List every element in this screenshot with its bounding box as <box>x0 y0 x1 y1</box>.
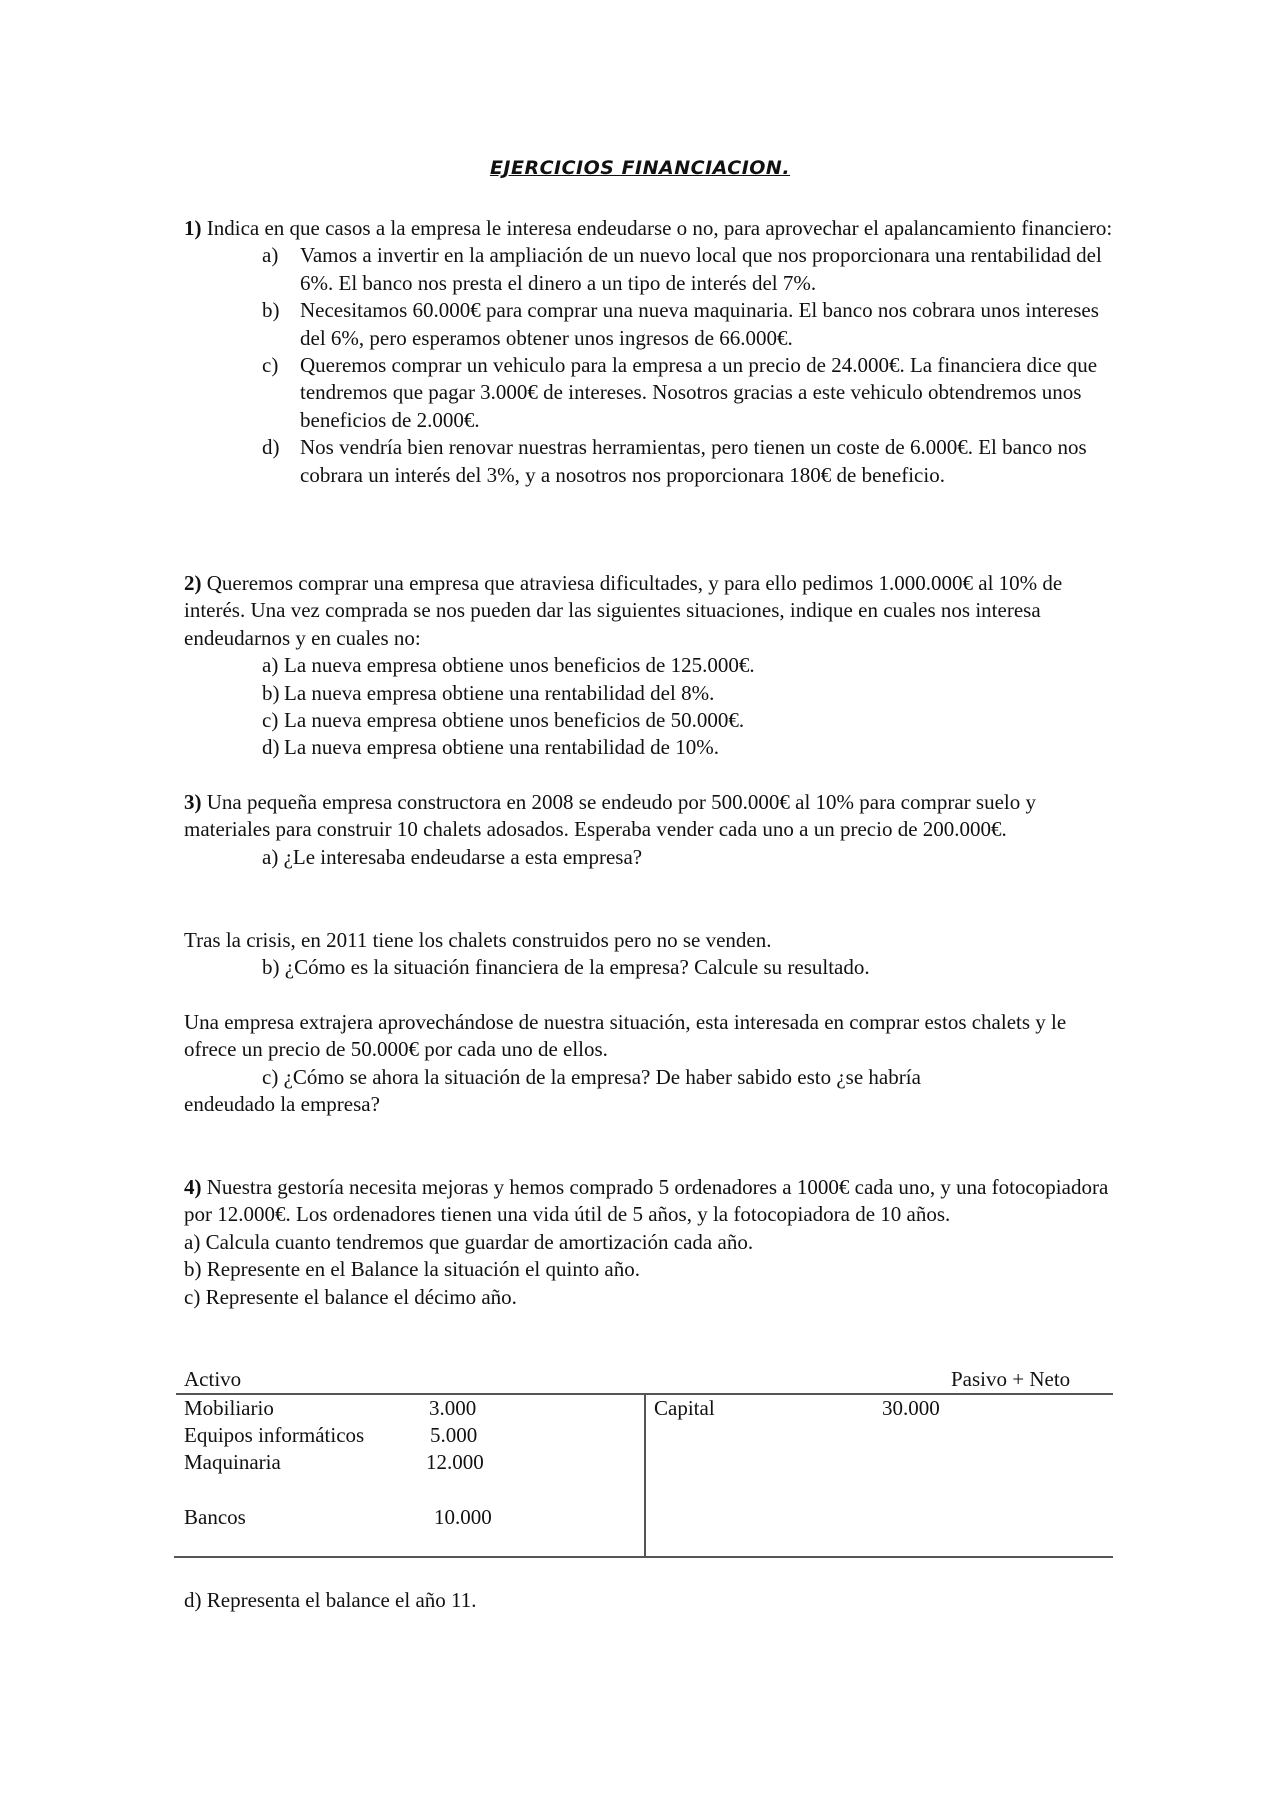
list-item <box>184 707 1114 734</box>
crisis-text: Tras la crisis, en 2011 tiene los chalets construidos pero no se venden. <box>184 928 772 952</box>
item-label: b) <box>262 680 280 705</box>
item-text: Vamos a invertir en la ampliación de un nuevo local que nos proporcionara una rentabilidad del 6%. El banco nos presta el dinero a un tipo de interés del 7%. <box>300 243 1102 295</box>
list-item <box>184 734 1114 761</box>
table-bottom-rule <box>174 1556 1113 1558</box>
list-item <box>184 297 1114 352</box>
question-a: a) Calcula cuanto tendremos que guardar de amortización cada año. <box>184 1229 754 1254</box>
list-item <box>184 352 1114 434</box>
asset-name: Mobiliario <box>184 1396 274 1420</box>
question-b: b) ¿Cómo es la situación financiera de la empresa? Calcule su resultado. <box>262 955 870 980</box>
item-label: d) <box>262 435 280 460</box>
asset-name: Bancos <box>184 1505 246 1529</box>
exercise-3-crisis <box>184 927 1114 982</box>
asset-value: 5.000 <box>430 1423 478 1447</box>
item-text: La nueva empresa obtiene unos beneficios de 50.000€. <box>284 708 745 733</box>
list-item <box>184 434 1114 489</box>
asset-value: 10.000 <box>434 1505 492 1529</box>
asset-value: 3.000 <box>429 1396 477 1420</box>
exercise-3-offer <box>184 1009 1114 1119</box>
item-label: d) <box>262 735 280 760</box>
liabilities-header: Pasivo + Neto <box>951 1367 1071 1391</box>
assets-header: Activo <box>184 1367 242 1391</box>
item-label: c) <box>262 353 279 378</box>
item-label: a) <box>262 243 279 268</box>
exercise-text: Queremos comprar una empresa que atraviesa dificultades, y para ello pedimos 1.000.000€ al 10% de interés. Una vez comprada se nos pueden dar las siguientes situaciones, indique en cuales nos interesa endeudarnos y en cuales no: <box>184 571 1063 650</box>
exercise-number: 1) <box>184 216 202 240</box>
exercise-text: Indica en que casos a la empresa le interesa endeudarse o no, para aprovechar el apalancamiento financiero: <box>201 216 1113 240</box>
item-label: c) <box>262 708 279 733</box>
liability-name: Capital <box>654 1396 715 1420</box>
asset-value: 12.000 <box>426 1450 484 1474</box>
item-text: Necesitamos 60.000€ para comprar una nueva maquinaria. El banco nos cobrara unos intereses del 6%, pero esperamos obtener unos ingresos de 66.000€. <box>300 298 1099 350</box>
exercise-text: Una pequeña empresa constructora en 2008 se endeudo por 500.000€ al 10% para comprar suelo y materiales para construir 10 chalets adosados. Esperaba vender cada uno a un precio de 200.000€. <box>184 790 1036 842</box>
question-d: d) Representa el balance el año 11. <box>184 1588 477 1612</box>
document-title: EJERCICIOS FINANCIACION. <box>489 157 791 179</box>
list-item <box>184 242 1114 297</box>
item-text: La nueva empresa obtiene unos beneficios de 125.000€. <box>284 653 755 678</box>
question-b: b) Represente en el Balance la situación el quinto año. <box>184 1257 641 1282</box>
question-c: c) ¿Cómo se ahora la situación de la empresa? De haber sabido esto ¿se habría <box>262 1064 921 1089</box>
exercise-text: Nuestra gestoría necesita mejoras y hemos comprado 5 ordenadores a 1000€ cada uno, y una fotocopiadora por 12.000€. Los ordenadores tienen una vida útil de 5 años, y la fotocopiadora de 10 años. <box>184 1175 1109 1227</box>
list-item <box>184 680 1114 707</box>
table-divider <box>644 1393 646 1557</box>
item-label: a) <box>262 653 279 678</box>
asset-name: Maquinaria <box>184 1450 281 1474</box>
exercise-1 <box>184 215 1114 489</box>
exercise-number: 2) <box>184 571 202 595</box>
item-text: Nos vendría bien renovar nuestras herramientas, pero tienen un coste de 6.000€. El banco nos cobrara un interés del 3%, y a nosotros nos proporcionara 180€ de beneficio. <box>300 435 1087 487</box>
item-text: La nueva empresa obtiene una rentabilidad del 8%. <box>284 680 715 705</box>
question-a: a) ¿Le interesaba endeudarse a esta empresa? <box>262 844 643 869</box>
exercise-2 <box>184 570 1114 762</box>
offer-text: Una empresa extrajera aprovechándose de nuestra situación, esta interesada en comprar estos chalets y le ofrece un precio de 50.000€ por cada uno de ellos. <box>184 1010 1067 1062</box>
exercise-number: 3) <box>184 790 202 814</box>
question-c-cont: endeudado la empresa? <box>184 1092 380 1117</box>
list-item <box>184 652 1114 679</box>
liability-value: 30.000 <box>882 1396 940 1420</box>
item-text: La nueva empresa obtiene una rentabilidad de 10%. <box>284 735 719 760</box>
item-text: Queremos comprar un vehiculo para la empresa a un precio de 24.000€. La financiera dice que tendremos que pagar 3.000€ de intereses. Nosotros gracias a este vehiculo obtendremos unos beneficios de 2.000€. <box>300 353 1098 432</box>
item-label: b) <box>262 298 280 323</box>
exercise-number: 4) <box>184 1175 202 1199</box>
exercise-4 <box>184 1174 1114 1311</box>
asset-name: Equipos informáticos <box>184 1423 365 1447</box>
exercise-3 <box>184 789 1114 871</box>
question-c: c) Represente el balance el décimo año. <box>184 1284 517 1309</box>
